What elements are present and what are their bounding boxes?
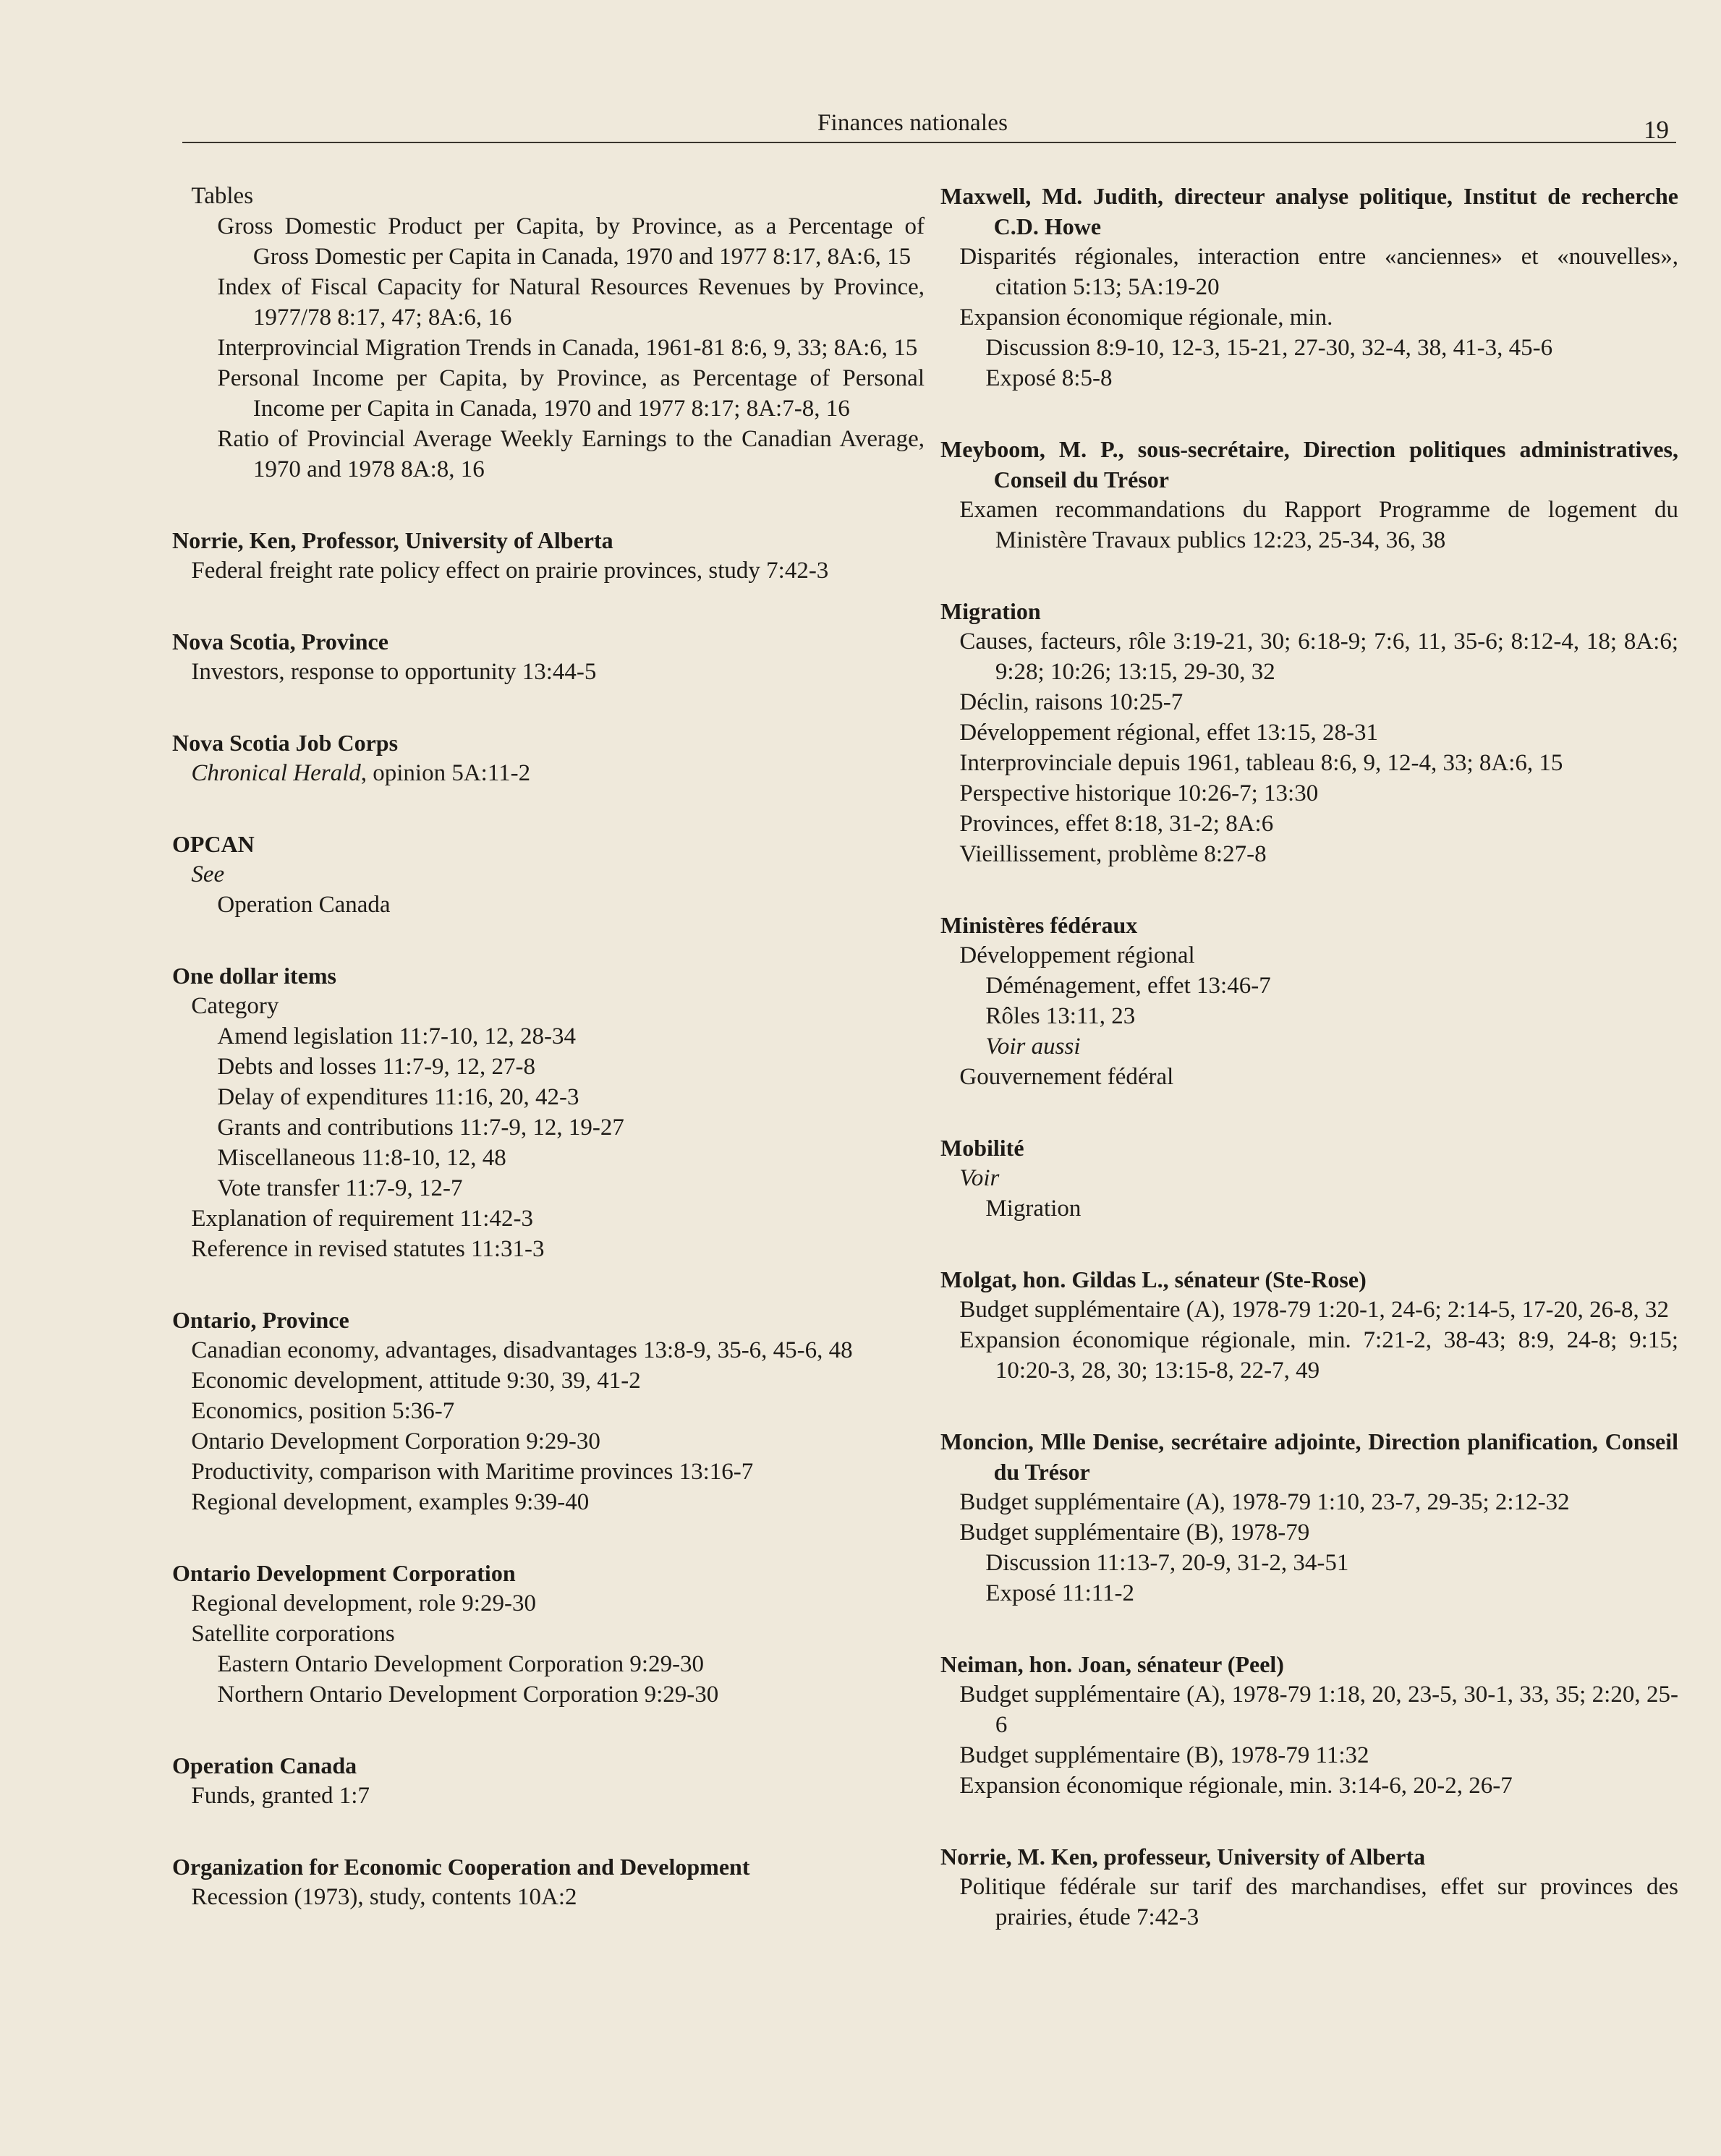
entry-line: Développement régional, effet 13:15, 28-31 — [959, 720, 1378, 746]
index-entry — [172, 1305, 925, 1517]
entry-line: Déclin, raisons 10:25-7 — [959, 689, 1184, 715]
entry-heading: Neiman, hon. Joan, sénateur (Peel) — [940, 1651, 1284, 1677]
entry-line: Eastern Ontario Development Corporation 9:29-30 — [217, 1651, 705, 1677]
entry-heading: Ministères fédéraux — [940, 912, 1138, 938]
entry-line: Déménagement, effet 13:46-7 — [985, 973, 1271, 999]
entry-line: Amend legislation 11:7-10, 12, 28-34 — [217, 1023, 576, 1049]
entry-line: Vote transfer 11:7-9, 12-7 — [217, 1175, 463, 1201]
entry-line: Ontario Development Corporation 9:29-30 — [191, 1428, 600, 1454]
entry-line: Budget supplémentaire (B), 1978-79 11:32 — [959, 1742, 1369, 1768]
entry-line: Budget supplémentaire (A), 1978-79 1:18, 20, 23-5, 30-1, 33, 35; 2:20, 25-6 — [959, 1682, 1678, 1738]
index-entry — [172, 626, 925, 687]
index-entry — [940, 1426, 1678, 1609]
entry-line: Northern Ontario Development Corporation 9:29-30 — [217, 1682, 719, 1708]
index-entry — [940, 910, 1678, 1092]
entry-heading: Organization for Economic Cooperation and Development — [172, 1854, 750, 1880]
entry-line: Federal freight rate policy effect on prairie provinces, study 7:42-3 — [191, 558, 829, 584]
entry-line: Economic development, attitude 9:30, 39, 41-2 — [191, 1368, 641, 1394]
entry-line: Migration — [985, 1196, 1082, 1222]
entry-line — [172, 758, 925, 788]
entry-heading: Moncion, Mlle Denise, secrétaire adjointe, Direction planification, Conseil du Trésor — [940, 1428, 1678, 1485]
entry-line: Debts and losses 11:7-9, 12, 27-8 — [217, 1054, 536, 1080]
entry-line: Index of Fiscal Capacity for Natural Resources Revenues by Province, 1977/78 8:17, 47; 8A:6, 16 — [217, 274, 925, 331]
entry-line: Vieillissement, problème 8:27-8 — [959, 841, 1267, 867]
index-entry — [172, 525, 925, 586]
header-rule — [182, 142, 1676, 143]
entry-line: Reference in revised statutes 11:31-3 — [191, 1236, 545, 1262]
entry-heading: Migration — [940, 598, 1041, 624]
entry-heading: Operation Canada — [172, 1752, 357, 1778]
entry-heading: One dollar items — [172, 963, 336, 989]
entry-line: Gross Domestic Product per Capita, by Province, as a Percentage of Gross Domestic per Capita in Canada, 1970 and 1977 8:17, 8A:6, 15 — [217, 213, 925, 270]
entry-line: Perspective historique 10:26-7; 13:30 — [959, 780, 1319, 806]
entry-line: Développement régional — [959, 942, 1195, 968]
entry-line: Budget supplémentaire (B), 1978-79 — [959, 1520, 1310, 1546]
entry-line: Category — [191, 993, 279, 1019]
entry-line: Ratio of Provincial Average Weekly Earnings to the Canadian Average, 1970 and 1978 8A:8, 16 — [217, 426, 925, 482]
entry-heading: Norrie, Ken, Professor, University of Alberta — [172, 527, 613, 553]
index-entry — [172, 728, 925, 788]
entry-line: Provinces, effet 8:18, 31-2; 8A:6 — [959, 811, 1274, 837]
entry-line: Exposé 8:5-8 — [985, 365, 1113, 391]
entry-line: Operation Canada — [217, 892, 391, 918]
entry-heading: Ontario Development Corporation — [172, 1560, 516, 1586]
left-column — [172, 181, 925, 1953]
entry-heading: Norrie, M. Ken, professeur, University of Alberta — [940, 1844, 1426, 1870]
entry-line: See — [191, 861, 225, 887]
entry-line-suffix: , opinion 5A:11-2 — [360, 760, 531, 786]
entry-line: Examen recommandations du Rapport Programme de logement du Ministère Travaux publics 12:23, 25-34, 36, 38 — [959, 497, 1678, 553]
entry-line: Budget supplémentaire (A), 1978-79 1:20-1, 24-6; 2:14-5, 17-20, 26-8, 32 — [959, 1297, 1670, 1323]
entry-line: Tables — [191, 183, 254, 209]
entry-line: Discussion 8:9-10, 12-3, 15-21, 27-30, 32-4, 38, 41-3, 45-6 — [985, 335, 1553, 361]
entry-line: Voir aussi — [985, 1034, 1081, 1060]
entry-heading: Ontario, Province — [172, 1307, 349, 1333]
index-entry — [940, 1841, 1678, 1933]
entry-heading: OPCAN — [172, 831, 255, 857]
entry-line: Funds, granted 1:7 — [191, 1783, 370, 1809]
right-column — [940, 181, 1678, 1973]
entry-line: Gouvernement fédéral — [959, 1064, 1174, 1090]
index-entry — [940, 596, 1678, 869]
index-entry — [172, 829, 925, 920]
entry-heading: Meyboom, M. P., sous-secrétaire, Direction politiques administratives, Conseil du Trésor — [940, 436, 1678, 493]
entry-line: Discussion 11:13-7, 20-9, 31-2, 34-51 — [985, 1550, 1349, 1576]
index-entry — [172, 1558, 925, 1710]
entry-line: Miscellaneous 11:8-10, 12, 48 — [217, 1145, 506, 1171]
entry-line: Recession (1973), study, contents 10A:2 — [191, 1884, 577, 1910]
entry-line: Budget supplémentaire (A), 1978-79 1:10, 23-7, 29-35; 2:12-32 — [959, 1489, 1570, 1515]
index-entry — [940, 181, 1678, 393]
entry-line: Rôles 13:11, 23 — [985, 1003, 1136, 1029]
entry-line-italic: Chronical Herald — [191, 760, 361, 786]
entry-line: Disparités régionales, interaction entre «anciennes» et «nouvelles», citation 5:13; 5A:19-20 — [959, 244, 1678, 300]
index-entry — [172, 1852, 925, 1912]
entry-line: Canadian economy, advantages, disadvantages 13:8-9, 35-6, 45-6, 48 — [191, 1337, 853, 1363]
entry-heading: Nova Scotia Job Corps — [172, 730, 399, 756]
index-entry — [172, 960, 925, 1264]
running-header-title: Finances nationales — [817, 110, 1008, 136]
entry-line: Politique fédérale sur tarif des marchandises, effet sur provinces des prairies, étude 7:42-3 — [959, 1874, 1678, 1930]
entry-line: Delay of expenditures 11:16, 20, 42-3 — [217, 1084, 579, 1110]
entry-line: Expansion économique régionale, min. — [959, 304, 1333, 331]
entry-line: Personal Income per Capita, by Province, as Percentage of Personal Income per Capita in Canada, 1970 and 1977 8:17; 8A:7-8, 16 — [217, 365, 925, 422]
entry-heading: Maxwell, Md. Judith, directeur analyse politique, Institut de recherche C.D. Howe — [940, 183, 1678, 239]
page-number: 19 — [1644, 116, 1669, 144]
entry-line: Interprovincial Migration Trends in Canada, 1961-81 8:6, 9, 33; 8A:6, 15 — [217, 335, 918, 361]
entry-line: Voir — [959, 1165, 1000, 1191]
entry-line: Expansion économique régionale, min. 3:14-6, 20-2, 26-7 — [959, 1773, 1513, 1799]
entry-line: Grants and contributions 11:7-9, 12, 19-27 — [217, 1115, 624, 1141]
entry-line: Economics, position 5:36-7 — [191, 1398, 455, 1424]
entry-line: Satellite corporations — [191, 1621, 395, 1647]
index-entry — [172, 181, 925, 485]
index-entry — [940, 1649, 1678, 1801]
index-entry — [940, 434, 1678, 555]
entry-heading: Molgat, hon. Gildas L., sénateur (Ste-Rose) — [940, 1266, 1367, 1292]
entry-line: Investors, response to opportunity 13:44-5 — [191, 659, 597, 685]
entry-line: Expansion économique régionale, min. 7:21-2, 38-43; 8:9, 24-8; 9:15; 10:20-3, 28, 30; 13:15-8, 22-7, 49 — [959, 1327, 1678, 1384]
entry-line: Regional development, examples 9:39-40 — [191, 1489, 590, 1515]
entry-heading: Mobilité — [940, 1135, 1024, 1161]
entry-line: Regional development, role 9:29-30 — [191, 1590, 536, 1616]
entry-line: Explanation of requirement 11:42-3 — [191, 1206, 533, 1232]
entry-line: Productivity, comparison with Maritime provinces 13:16-7 — [191, 1459, 754, 1485]
index-entry — [940, 1264, 1678, 1386]
entry-line: Exposé 11:11-2 — [985, 1580, 1134, 1606]
entry-heading: Nova Scotia, Province — [172, 629, 388, 655]
index-entry — [172, 1750, 925, 1811]
entry-line: Causes, facteurs, rôle 3:19-21, 30; 6:18-9; 7:6, 11, 35-6; 8:12-4, 18; 8A:6; 9:28; 10:26; 13:15, 29-30, 32 — [959, 629, 1678, 685]
index-entry — [940, 1133, 1678, 1224]
entry-line: Interprovinciale depuis 1961, tableau 8:6, 9, 12-4, 33; 8A:6, 15 — [959, 750, 1563, 776]
